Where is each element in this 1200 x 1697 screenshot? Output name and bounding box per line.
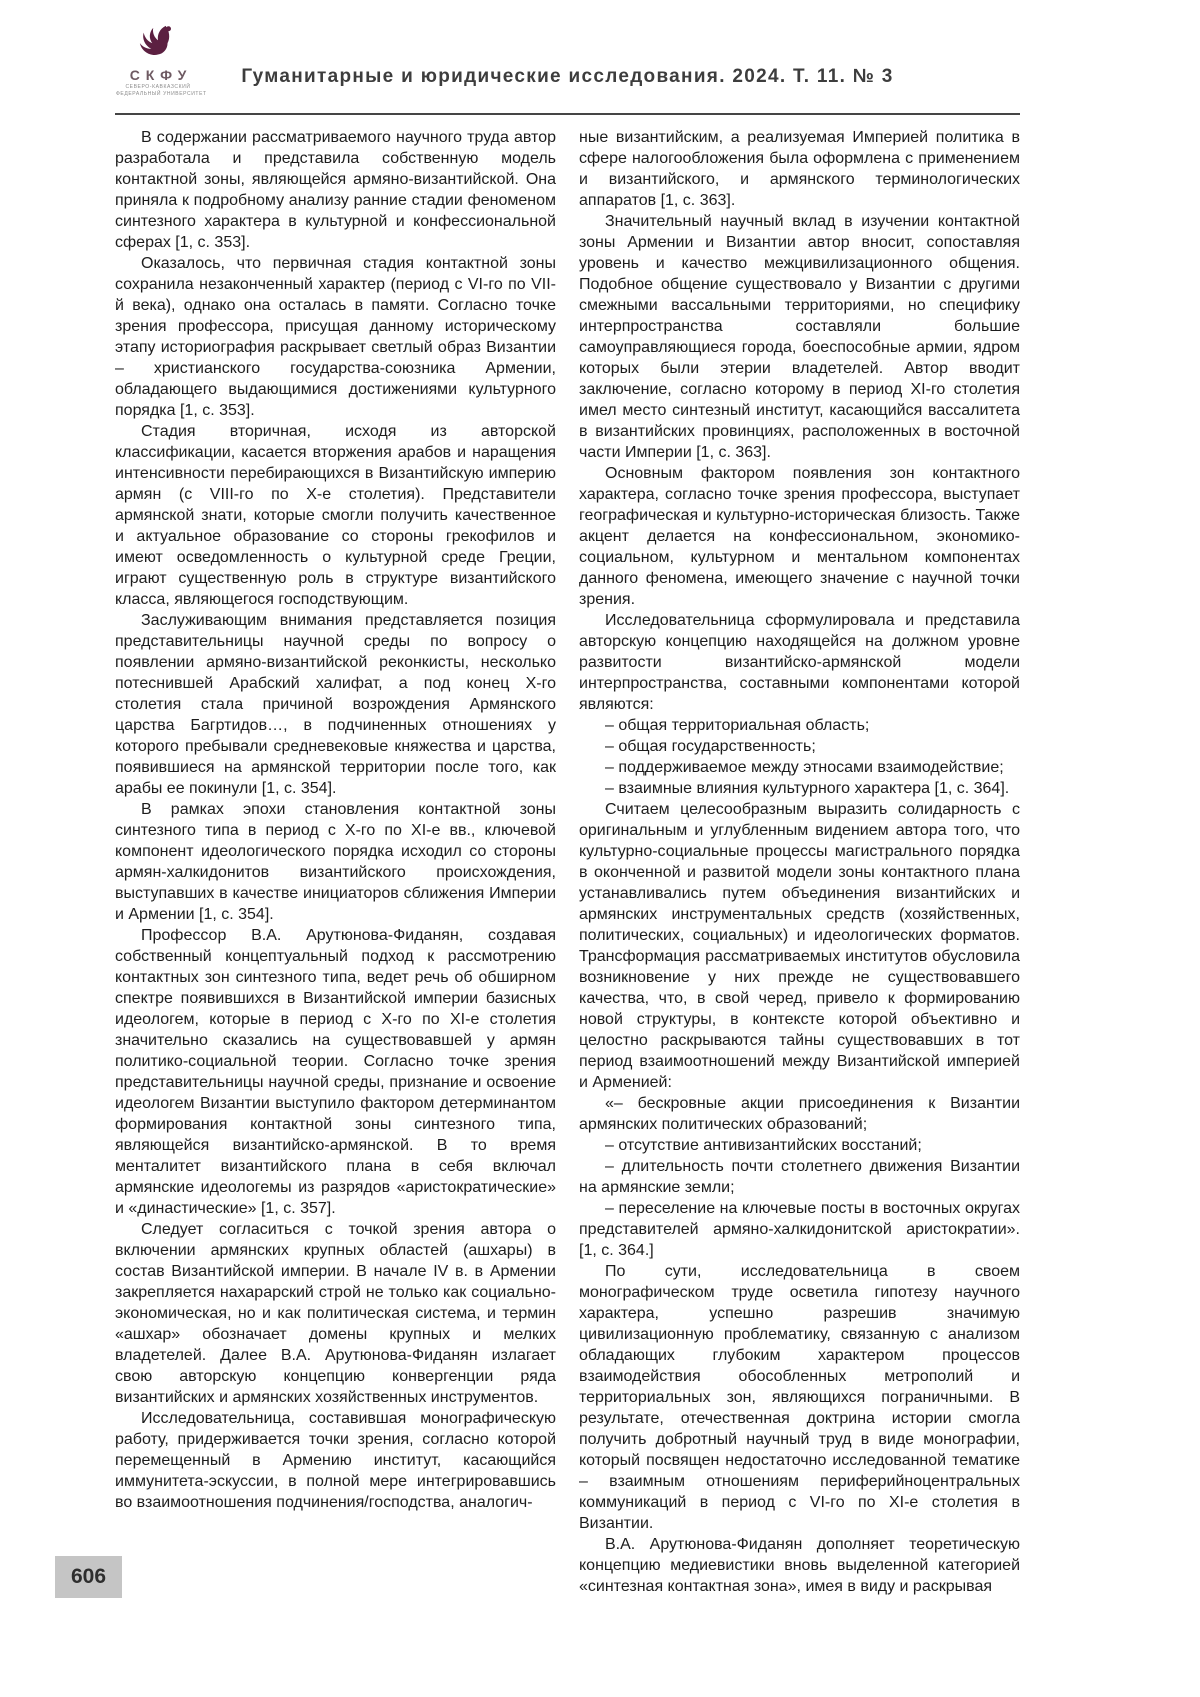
- left-column: [115, 127, 556, 1597]
- journal-title: Гуманитарные и юридические исследования. 2024. Т. 11. № 3: [241, 66, 894, 87]
- list-item: «– бескровные акции присоединения к Византии армянских политических образований;: [579, 1095, 1020, 1133]
- list-item: – переселение на ключевые посты в восточных округах представителей армяно-халкидонитской аристократии». [1, с. 364.]: [579, 1200, 1020, 1259]
- article-body: [115, 127, 1020, 1597]
- paragraph: В.А. Арутюнова-Фиданян дополняет теоретическую концепцию медиевистики вновь выделенной категорией «синтезная контактная зона», имея в виду и раскрывая: [579, 1536, 1020, 1595]
- logo-subtitle-line1: СЕВЕРО-КАВКАЗСКИЙ: [125, 83, 191, 90]
- paragraph: Основным фактором появления зон контактного характера, согласно точке зрения профессора, выступает географическая и культурно-историческая близость. Также акцент делается на конфессиональном, экономико-социальном, культурном и ментальном компонентах данного феномена, имеющего значение с научной точки зрения.: [579, 465, 1020, 608]
- paragraph: Стадия вторичная, исходя из авторской классификации, касается вторжения арабов и наращения интенсивности перебирающихся в Византийскую империю армян (с VIII-го по X-е столетия). Представители армянской знати, которые смогли получить качественное и актуальное образование со стороны грекофилов и имеют осведомленность о культурной среде Греции, играют существенную роль в структуре византийского класса, являющегося господствующим.: [115, 423, 556, 608]
- paragraph: Считаем целесообразным выразить солидарность с оригинальным и углубленным видением автора того, что культурно-социальные процессы магистрального порядка в оконченной и развитой модели зоны контактного плана устанавливались путем объединения византийских и армянских инструментальных средств (хозяйственных, политических, социальных) и идеологических форматов. Трансформация рассматриваемых институтов обусловила возникновение у них прежде не существовавшего качества, что, в свой черед, привело к формированию новой структуры, в контексте которой объективно и целостно раскрываются тайны существовавших в тот период взаимоотношений между Византийской империей и Арменией:: [579, 801, 1020, 1091]
- paragraph: В содержании рассматриваемого научного труда автор разработала и представила собственную модель контактной зоны, являющейся армяно-византийской. Она приняла к подробному анализу ранние стадии феноменом синтезного характера в культурной и конфессиональной сферах [1, с. 353].: [115, 129, 556, 251]
- page-number: 606: [55, 1556, 122, 1598]
- list-item: – общая территориальная область;: [605, 717, 870, 734]
- paragraph: В рамках эпохи становления контактной зоны синтезного типа в период с X-го по XI-е вв., ключевой компонент идеологического порядка исходил со стороны армян-халкидонитов византийского происхождения, выступавших в качестве инициаторов сближения Империи и Армении [1, с. 354].: [115, 801, 556, 923]
- paragraph: Значительный научный вклад в изучении контактной зоны Армении и Византии автор вносит, сопоставляя уровень и качество межцивилизационного общения. Подобное общение существовало у Византии с другими смежными вассальными территориями, но специфику интерпространства составляли большие самоуправляющиеся города, боеспособные армии, ядром которых были этерии владетелей. Автор вводит заключение, согласно которому в период XI-го столетия имел место синтезный институт, касающийся вассалитета в византийских провинциях, расположенных в восточной части Империи [1, с. 363].: [579, 213, 1020, 461]
- list-item: – общая государственность;: [605, 738, 816, 755]
- paragraph: Оказалось, что первичная стадия контактной зоны сохранила незаконченный характер (период с VI-го по VII-й века), однако она осталась в памяти. Согласно точке зрения профессора, присущая данному историческому этапу историография раскрывает светлый образ Византии – христианского государства-союзника Армении, обладающего выдающимися достижениями культурного порядка [1, с. 353].: [115, 255, 556, 419]
- right-column: [579, 127, 1020, 1597]
- logo-subtitle-line2: ФЕДЕРАЛЬНЫЙ УНИВЕРСИТЕТ: [116, 91, 207, 98]
- paragraph: Исследовательница сформулировала и представила авторскую концепцию находящейся на должном уровне развитости византийско-армянской модели интерпространства, составными компонентами которой являются:: [579, 612, 1020, 713]
- paragraph: По сути, исследовательница в своем монографическом труде осветила гипотезу научного характера, успешно разрешив значимую цивилизационную проблематику, связанную с анализом обладающих глубоким характером процессов взаимодействия обособленных метрополий и территориальных зон, являющихся пограничными. В результате, отечественная доктрина истории смогла получить добротный научный труд в виде монографии, который посвящен недостаточно исследованной тематике – взаимным отношениям периферийноцентральных коммуникаций в период с VI-го по XI-е столетия в Византии.: [579, 1263, 1020, 1532]
- list-item: – отсутствие антивизантийских восстаний;: [605, 1137, 922, 1154]
- list-item: – длительность почти столетнего движения Византии на армянские земли;: [579, 1158, 1020, 1196]
- paragraph: Исследовательница, составившая монографическую работу, придерживается точки зрения, согласно которой перемещенный в Армению институт, касающийся иммунитета-эскуссии, в полной мере интегрировавшись во взаимоотношения подчинения/господства, аналогич-: [115, 1410, 556, 1511]
- paragraph: ные византийским, а реализуемая Империей политика в сфере налогообложения была оформлена с применением и византийского, и армянского терминологических аппаратов [1, с. 363].: [579, 129, 1020, 209]
- list-item: – поддерживаемое между этносами взаимодействие;: [605, 759, 1004, 776]
- paragraph: Профессор В.А. Арутюнова-Фиданян, создавая собственный концептуальный подход к рассмотрению контактных зон синтезного типа, ведет речь об обширном спектре появившихся в Византийской империи базисных идеологем, которые в период с X-го по XI-е столетия значительно сказались на существовавшей у армян политико-социальной теории. Согласно точке зрения представительницы научной среды, признание и освоение идеологем Византии выступило фактором детерминантом формирования контактной зоны синтезного типа, являющейся византийско-армянской. В то время менталитет византийского плана в себя включал армянские идеологемы из разрядов «аристократические» и «династические» [1, с. 357].: [115, 927, 556, 1217]
- header-divider: [115, 113, 1020, 115]
- eagle-icon: [116, 24, 200, 66]
- paragraph: Заслуживающим внимания представляется позиция представительницы научной среды по вопросу о появлении армяно-византийской реконкисты, несколько потеснившей Арабский халифат, а под конец X-го столетия стала причиной возрождения Армянского царства Багртидов…, в подчиненных отношениях у которого пребывали средневековые княжества и царства, появившиеся на армянской территории после того, как арабы ее покинули [1, с. 354].: [115, 612, 556, 797]
- paragraph: Следует согласиться с точкой зрения автора о включении армянских крупных областей (ашхары) в состав Византийской империи. В начале IV в. в Армении закрепляется нахарарский строй не только как социально-экономическая, но и как политическая система, и термин «ашхар» обозначает домены крупных и мелких владетелей. Далее В.А. Арутюнова-Фиданян излагает свою авторскую концепцию конвергенции ряда византийских и армянских хозяйственных инструментов.: [115, 1221, 556, 1406]
- logo-acronym: СКФУ: [129, 67, 193, 83]
- list-item: – взаимные влияния культурного характера [1, с. 364].: [605, 780, 1010, 797]
